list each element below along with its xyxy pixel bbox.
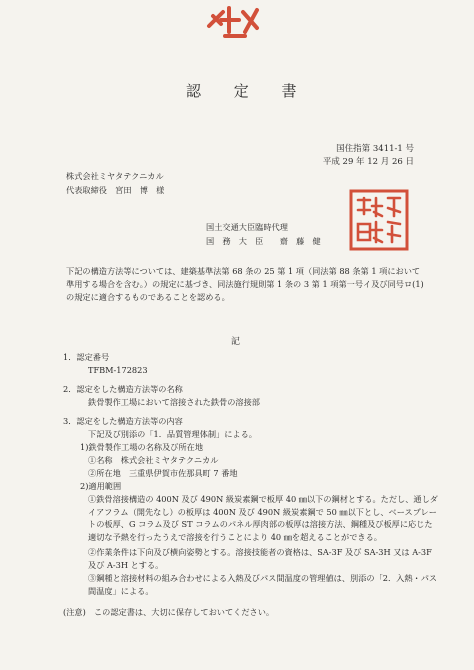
scope-item-3: ③鋼種と溶接材料の組み合わせによる入熱及びパス間温度の管理値は、別添の「2．入熱・パス間温度」による。 — [88, 573, 438, 596]
issuer-minister: 国 務 大 臣 齋 藤 健 — [206, 236, 321, 246]
issuer-title: 国土交通大臣臨時代理 — [206, 222, 288, 232]
factory-heading: 1)鉄骨製作工場の名称及び所在地 — [80, 442, 204, 452]
document-date: 平成 29 年 12 月 26 日 — [322, 157, 414, 167]
recipient-company: 株式会社ミヤタテクニカル — [66, 171, 164, 181]
item-3-label: 3．認定をした構造方法等の内容 — [63, 416, 183, 426]
document-title: 認 定 書 — [186, 82, 311, 100]
top-seal-stamp — [205, 2, 265, 42]
intro-paragraph: 下記の構造方法等については、建築基準法第 68 条の 25 第 1 項（同法第 88 条第 1 項において準用する場合を含む。）の規定に基づき、同法施行規則第 1 条の 3 第 1 項第一号イ及び同号ロ(1)の規定に適合するものであることを認める。 — [66, 266, 424, 303]
storage-note: (注意) この認定書は、大切に保存しておいてください。 — [63, 607, 275, 617]
item-1-label: 1．認定番号 — [63, 352, 110, 362]
recipient-representative: 代表取締役 宮田 博 様 — [66, 185, 165, 195]
document-number: 国住指第 3411-1 号 — [336, 144, 414, 154]
scope-item-1: ①鉄骨溶接構造の 400N 及び 490N 級炭素鋼で板厚 40 ㎜以下の鋼材とする。ただし、通しダイアフラム（開先なし）の板厚は 400N 及び 490N 級炭素鋼で 50 ㎜以下とし、ベースプレートの板厚、G コラム及び ST コラムのパネル厚肉部の板厚は溶接方法、鋼種及び板厚に応じた適切な予熱を行ったうえで溶接を行うことにより 40 ㎜を超えることができる。 — [88, 494, 438, 542]
item-2-value: 鉄骨製作工場において溶接された鉄骨の溶接部 — [88, 397, 260, 407]
factory-address: ②所在地 三重県伊賀市佐那具町 7 番地 — [88, 468, 238, 478]
scope-heading: 2)適用範囲 — [80, 481, 122, 491]
item-1-value: TFBM-172823 — [88, 365, 148, 375]
item-2-label: 2．認定をした構造方法等の名称 — [63, 384, 183, 394]
scope-item-2: ②作業条件は下向及び横向姿勢とする。溶接技能者の資格は、SA-3F 及び SA-3H 又は A-3F 及び A-3H とする。 — [88, 547, 432, 570]
item-3-value: 下記及び別添の「1．品質管理体制」による。 — [88, 429, 257, 439]
official-seal-stamp — [348, 188, 410, 252]
factory-name: ①名称 株式会社ミヤタテクニカル — [88, 455, 219, 465]
ki-heading: 記 — [231, 337, 241, 347]
